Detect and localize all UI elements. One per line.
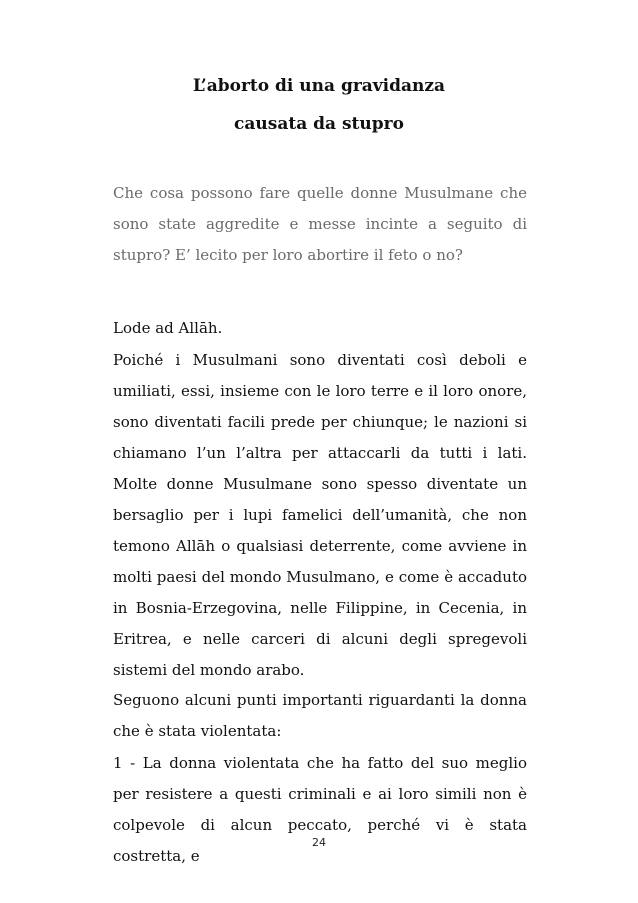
page-title-line-1: L’aborto di una gravidanza <box>192 76 446 96</box>
paragraph-praise: Lode ad Allāh. <box>113 319 223 337</box>
paragraph-intro-points: Seguono alcuni punti importanti riguardanti la donna che è stata violentata: <box>113 691 527 740</box>
paragraph-point-1: 1 - La donna violentata che ha fatto del suo meglio per resistere a questi criminali e ai loro simili non è colpevole di alcun peccato, perché vi è stata costretta, e <box>113 754 527 865</box>
page-title-line-2: causata da stupro <box>234 114 404 134</box>
paragraph-context: Poiché i Musulmani sono diventati così deboli e umiliati, essi, insieme con le loro terre e il loro onore, sono diventati facili prede per chiunque; le nazioni si chiamano l’un l’altra per attaccarli da tutti i lati. Molte donne Musulmane sono spesso diventate un bersaglio per i lupi famelici dell’umanità, che non temono Allāh o qualsiasi deterrente, come avviene in molti paesi del mondo Musulmano, e come è accaduto in Bosnia-Erzegovina, nelle Filippine, in Cecenia, in Eritrea, e nelle carceri di alcuni degli spregevoli sistemi del mondo arabo. <box>113 351 527 679</box>
question-text: Che cosa possono fare quelle donne Musulmane che sono state aggredite e messe incinte a seguito di stupro? E’ lecito per loro abortire il feto o no? <box>113 184 527 264</box>
page-number: 24 <box>312 836 326 849</box>
